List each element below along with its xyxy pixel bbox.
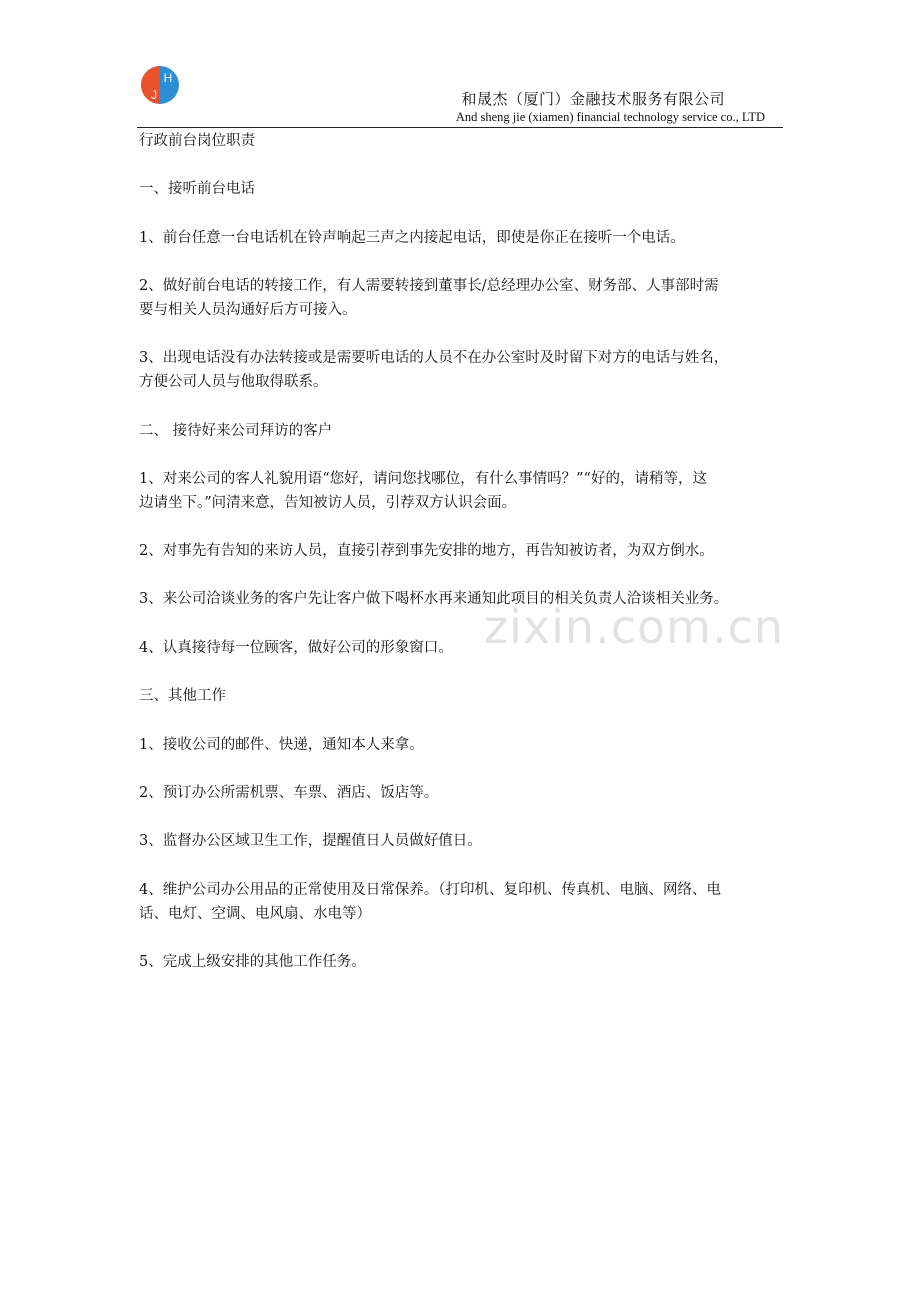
paragraph-line: 要与相关人员沟通好后方可接入。 <box>139 302 357 318</box>
logo-letter-h: H <box>163 71 173 85</box>
paragraph-line: 2、预订办公所需机票、车票、酒店、饭店等。 <box>139 785 439 801</box>
paragraph-sec3 <box>139 684 783 708</box>
logo-mark <box>140 65 180 105</box>
header-divider <box>137 127 783 128</box>
company-logo <box>140 65 180 105</box>
watermark: zixin.com.cn <box>484 600 785 654</box>
paragraph-sec3-5 <box>139 950 783 974</box>
document-title: 行政前台岗位职责 <box>139 133 255 149</box>
paragraph-sec1-1 <box>139 226 783 250</box>
paragraph-line: 3、来公司洽谈业务的客户先让客户做下喝杯水再来通知此项目的相关负责人洽谈相关业务。 <box>139 591 729 607</box>
paragraph-line: 方便公司人员与他取得联系。 <box>139 374 328 390</box>
paragraph-sec3-3 <box>139 829 783 853</box>
paragraph-line: 5、完成上级安排的其他工作任务。 <box>139 954 366 970</box>
paragraph-line: 话、电灯、空调、电风扇、水电等） <box>139 906 371 922</box>
paragraph-sec2 <box>139 419 783 443</box>
paragraph-line: 4、维护公司办公用品的正常使用及日常保养。（打印机、复印机、传真机、电脑、网络、电 <box>139 882 721 898</box>
paragraph-line: 一、接听前台电话 <box>139 181 255 197</box>
company-name-cn: 和晟杰（厦门）金融技术服务有限公司 <box>461 90 725 108</box>
paragraph-sec1 <box>139 177 783 201</box>
paragraph-line: 三、其他工作 <box>139 688 226 704</box>
paragraph-line: 边请坐下。”问清来意，告知被访人员，引荐双方认识会面。 <box>139 495 517 511</box>
paragraph-sec1-2 <box>139 274 783 322</box>
paragraph-line: 1、对来公司的客人礼貌用语“您好，请问您找哪位，有什么事情吗？”“好的，请稍等，这 <box>139 471 707 487</box>
paragraph-line: 3、出现电话没有办法转接或是需要听电话的人员不在办公室时及时留下对方的电话与姓名， <box>139 350 729 366</box>
paragraph-sec2-1 <box>139 467 783 515</box>
logo-letter-j: J <box>151 88 157 102</box>
paragraph-sec3-2 <box>139 781 783 805</box>
paragraph-line: 4、认真接待每一位顾客，做好公司的形象窗口。 <box>139 640 453 656</box>
paragraph-line: 2、对事先有告知的来访人员，直接引荐到事先安排的地方，再告知被访者，为双方倒水。 <box>139 543 714 559</box>
paragraph-sec1-3 <box>139 346 783 394</box>
paragraph-sec3-4 <box>139 878 783 926</box>
paragraph-line: 1、前台任意一台电话机在铃声响起三声之内接起电话，即使是你正在接听一个电话。 <box>139 230 685 246</box>
paragraph-line: 3、监督办公区域卫生工作，提醒值日人员做好值日。 <box>139 833 482 849</box>
company-name-en: And sheng jie (xiamen) financial technology service co., LTD <box>455 110 765 124</box>
paragraph-line: 2、做好前台电话的转接工作，有人需要转接到董事长/总经理办公室、财务部、人事部时需 <box>139 278 719 294</box>
paragraph-line: 1、接收公司的邮件、快递，通知本人来拿。 <box>139 737 424 753</box>
paragraph-sec3-1 <box>139 733 783 757</box>
paragraph-line: 二、 接待好来公司拜访的客户 <box>139 423 333 439</box>
paragraph-sec2-2 <box>139 539 783 563</box>
